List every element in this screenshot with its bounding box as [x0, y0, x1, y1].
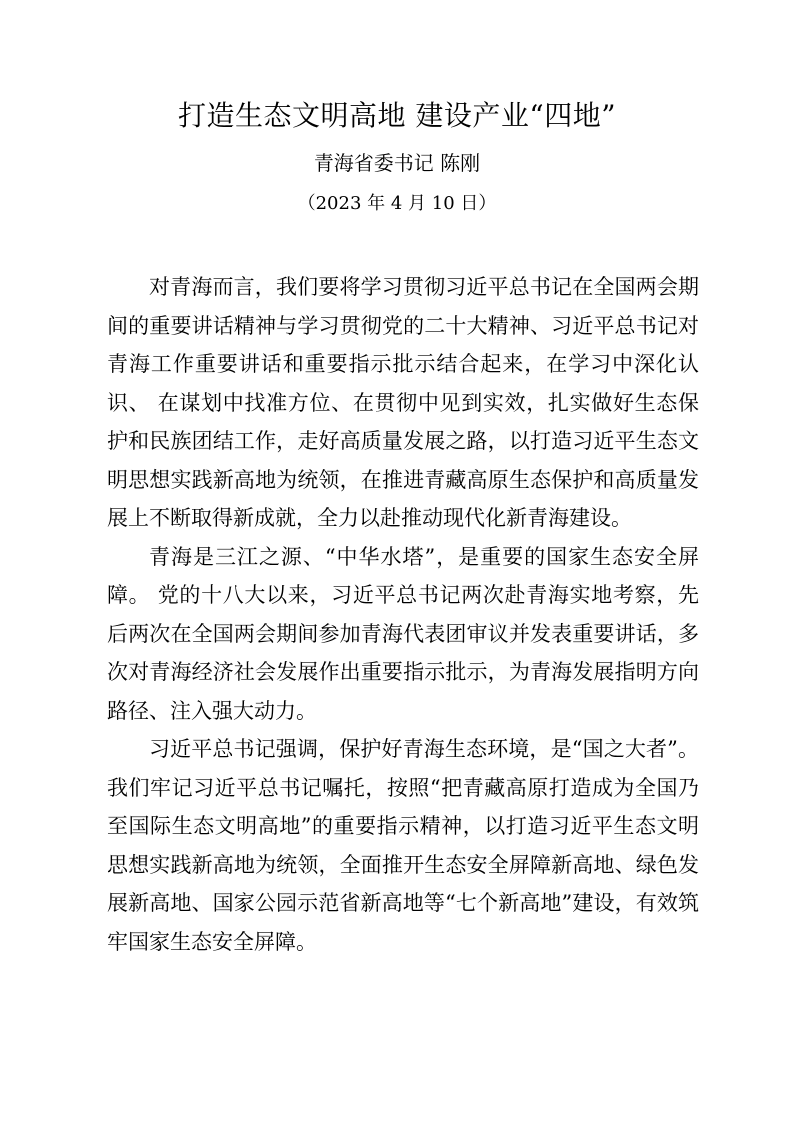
document-title: 打造生态文明高地 建设产业“四地” — [177, 99, 617, 132]
document-body — [107, 268, 699, 961]
paragraph-2: 青海是三江之源、“中华水塔”，是重要的国家生态安全屏障。 党的十八大以来，习近平总书记两次赴青海实地考察，先后两次在全国两会期间参加青海代表团审议并发表重要讲话，多次对青海经济社会发展作出重要指示批示，为青海发展指明方向路径、注入强大动力。 — [107, 544, 699, 723]
paragraph-3: 习近平总书记强调，保护好青海生态环境，是“国之大者”。 我们牢记习近平总书记嘱托，按照“把青藏高原打造成为全国乃至国际生态文明高地”的重要指示精神，以打造习近平生态文明思想实践新高地为统领，全面推开生态安全屏障新高地、绿色发展新高地、国家公园示范省新高地等“七个新高地”建设，有效筑牢国家生态安全屏障。 — [107, 737, 699, 954]
document-author: 青海省委书记 陈刚 — [313, 151, 481, 175]
paragraph-1: 对青海而言，我们要将学习贯彻习近平总书记在全国两会期间的重要讲话精神与学习贯彻党的二十大精神、习近平总书记对青海工作重要讲话和重要指示批示结合起来，在学习中深化认识、 在谋划中找准方位、在贯彻中见到实效，扎实做好生态保护和民族团结工作，走好高质量发展之路，以打造习近平生态文明思想实践新高地为统领，在推进青藏高原生态保护和高质量发展上不断取得新成就，全力以赴推动现代化新青海建设。 — [107, 275, 699, 530]
document-date: （2023 年 4 月 10 日） — [297, 193, 497, 214]
